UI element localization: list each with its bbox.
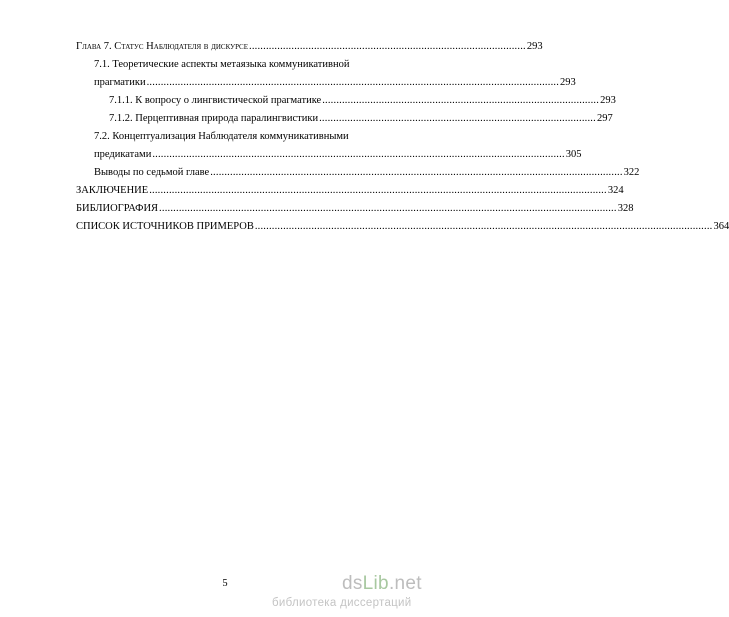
toc-entry-page: 293	[560, 77, 576, 88]
toc-leader-dots: ..................................................................................................................................................	[210, 167, 623, 178]
toc-entry-sources[interactable]	[76, 220, 729, 234]
toc-entry-7-1[interactable]	[94, 76, 576, 90]
toc-entry-title: Выводы по седьмой главе	[94, 167, 210, 178]
toc-leader-dots: ..................................................................................................................................................................	[159, 203, 617, 214]
toc-entry-7-1-line1[interactable]: 7.1. Теоретические аспекты метаязыка коммуникативной	[94, 59, 350, 70]
toc-leader-dots: ..................................................................................................................................................	[152, 149, 565, 160]
toc-entry-page: 328	[617, 203, 634, 214]
watermark-brand-lib: Lib	[362, 573, 389, 594]
toc-leader-dots: ..................................................................................................................................................................	[149, 185, 607, 196]
page-number: 5	[222, 578, 228, 589]
toc-entry-title: 7.1.1. К вопросу о лингвистической прагматике	[109, 95, 322, 106]
toc-entry-conclusions-7[interactable]	[94, 166, 640, 180]
watermark-brand-ds: ds	[342, 573, 363, 594]
toc-entry-7-1-1[interactable]	[109, 94, 616, 108]
toc-entry-page: 293	[600, 95, 616, 106]
toc-entry-title: прагматики	[94, 77, 146, 88]
toc-entry-title: ЗАКЛЮЧЕНИЕ	[76, 185, 149, 196]
toc-entry-title: 7.1.2. Перцептивная природа паралингвистики	[109, 113, 319, 124]
toc-entry-page: 293	[526, 41, 543, 52]
toc-entry-page: 305	[565, 149, 582, 160]
watermark-brand-net: .net	[388, 573, 422, 594]
toc-entry-chapter-7[interactable]	[76, 40, 543, 54]
toc-entry-title: Глава 7. Статус Наблюдателя в дискурсе	[76, 41, 248, 52]
watermark-logo	[342, 573, 422, 595]
toc-entry-7-1-2[interactable]	[109, 112, 613, 126]
toc-entry-page: 324	[607, 185, 624, 196]
toc-entry-page: 297	[596, 113, 613, 124]
toc-entry-title: предикатами	[94, 149, 152, 160]
toc-entry-title: СПИСОК ИСТОЧНИКОВ ПРИМЕРОВ	[76, 221, 254, 232]
toc-entry-conclusion[interactable]	[76, 184, 624, 198]
toc-entry-7-2-line1[interactable]: 7.2. Концептуализация Наблюдателя коммуникативными	[94, 131, 349, 142]
toc-leader-dots: ..................................................................................................	[322, 95, 600, 106]
toc-leader-dots: ..................................................................................................	[249, 41, 526, 52]
toc-leader-dots: ..................................................................................................................................................................	[254, 221, 713, 232]
watermark-subtitle: библиотека диссертаций	[272, 597, 412, 609]
toc-entry-page: 364	[713, 221, 729, 232]
toc-entry-7-2[interactable]	[94, 148, 582, 162]
toc-leader-dots: ..................................................................................................	[319, 113, 596, 124]
toc-leader-dots: ..................................................................................................................................................	[146, 77, 560, 88]
toc-entry-bibliography[interactable]	[76, 202, 634, 216]
toc-entry-page: 322	[623, 167, 640, 178]
toc-entry-title: БИБЛИОГРАФИЯ	[76, 203, 159, 214]
